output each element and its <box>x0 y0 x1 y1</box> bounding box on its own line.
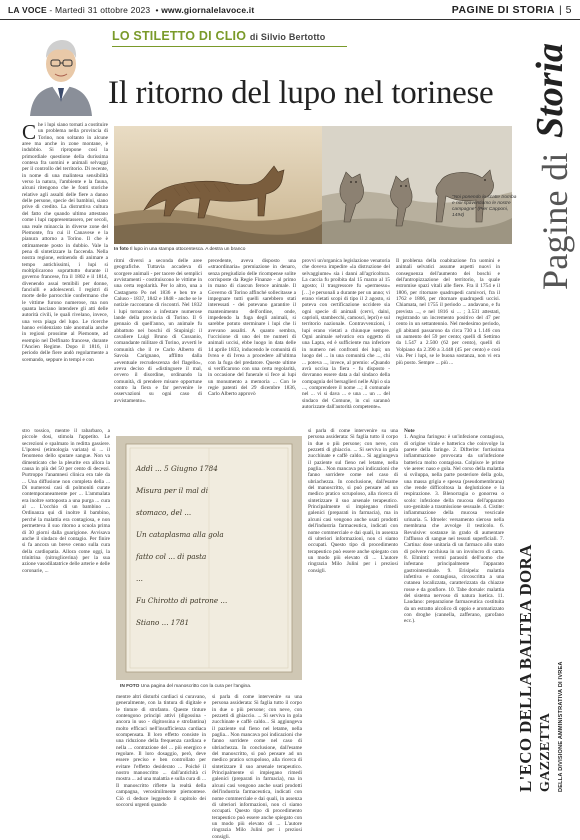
paper-name: LA VOCE <box>8 4 47 15</box>
article-column-5: Il problema della coabitazione fra uomini e animali selvatici assume aspetti nuovi in conseguenza dell'aumento dei boschi e dell'antropizzazione del territorio, la quale estromise spazi vitali alle fiere. Fra il 1754 e il 1806, per ritornare quadrupedi carnivori, fra il 1762 e 1806, per ritornare quadrupedi uccisi. Chiamata, nel 1755 il periodo ... andavano, e fu prevista ..., e nel 1816 si ... ; 3.531 attestati, registrando un incremento positivo del 47 per cento in un settantennio. Nel medesimo periodo, gli abitanti passarono da circa 730 a 1.146 con un aumento del 59 per cento; quelli di Settimo da 1.547 a 2.500 (62 per cento), quelli di Volpiano da 2.390 a 3.448 (45 per cento) e così via. Per i lupi, se le buona sostanza, non vi era più posto. Sempre ... più ... <box>396 258 500 366</box>
page-number: | 5 <box>559 3 572 16</box>
notes-title: Note <box>404 428 415 434</box>
masthead-subtitle: DELLA DIVISIONE AMMINISTRATIVA DI IVREA <box>558 661 564 792</box>
quote-source: (Pier Capponi, 1494) <box>452 207 509 218</box>
manuscript-line: Un cataplasma alla gola <box>136 530 224 539</box>
article-column-7: mentre altri disturbi cardiaci si curavano, generalmente, con la tintura di digitale e le tinture di strofanto. Queste tinture contengono principi attivi (digossina - ancora in uso - digitossina e strofantina) molto efficaci nell'insufficienza cardiaca scompensata. Il loro effetto consiste in una riduzione della frequenza cardiaca e nella ... contrazione del ... più energico e regolare. Il loro dosaggio, però, deve essere preciso e ben controllato per evitare l'effetto desiderato ... Poiché il nostro manoscritto ... dall'antichità ci mostra ... ad una malattia e sulla cura di ... Il manoscritto riflette la realtà della campagna, verosimilmente piemontese. Ciò ci deduce leggendo il capitolo dei soccorsi urgenti quando <box>116 694 206 808</box>
article-column-2: ritmi diversi a seconda delle aree geografiche. Tuttavia accadeva di scorgere animali - per tacere dei semplici avvistamenti - costituiscono le vittime in una certa regolarità. Per lo altro, una a Castagneto Po nel 1836 e ben tre a Caluso - 1837, 1842 e 1848 - anche se le notizie raccontano di riscontri. Nel 1832 i lupi tornarono a infestare numerose lande della provincia di Torino. Il 6 gennaio di quell'anno, un animale fu abbattuto nei boschi di Stupinigi: il cavaliere Luigi Bruno di Cussanio, comandante militare di Torino, avvertì le comunità che il re Carlo Alberto di Savoia Carignano, afflitto dalla «eventuale recrudescenza del flagello», aveva deciso di «distinguere il mal, ovvero il disordine, ordinando la comunità, di prendere misure opportune contro la fiera e far pervenire le osservazioni su ogni caso di avvistamento». <box>114 258 202 404</box>
historic-masthead <box>512 470 574 800</box>
manuscript-line: Fu Chirotto di patrone ... <box>136 596 228 605</box>
section-side-title <box>520 140 575 430</box>
side-title-pagine: Pagine di <box>535 152 575 290</box>
article-column-1: C he i lupi siano tornati a costituire un problema nella provincia di Torino, non soltanto in alcune aree ma anche in zone montane, è indubbio. Si ripropone così la primordiale questione della durissima contesa fra uomini e animali selvaggi per il controllo del territorio. Di recente, in nome di una malintesa sensibilità verso la natura, l'ambiente e la fauna, alcuni ritengono che le fonti storiche relative agli assalti delle fiere a danno delle persone, specie dei bambini, siano prive di credito. La distruttiva cultura del fatto che quando ultimo attestano come i lupi rappresentassero, per secoli, una reale minaccia in diverse zone del Piemonte, fra cui il Canavese e la pianura attorno a Torino. Il che è ottimamente posto in dubbio. Vale la pena di sintetizzare la faccenda. Nella nostra regione, estinendo di animare a tempo antichissimi, i lupi si moltiplicarono soprattutto durante il governo francese, fra il 1802 e il 1814, divenendo assai temibili per donne, fanciulli e adolescenti. I registri di morte delle parrocchie confermano che le vittime furono numerose, ma non quanta lasciano intendere gli atti delle autorità civili, le quali rivelano, invece, una vera piaga del lupo. Le ricerche hanno evidenziato tale anomalia anche in regioni prossime al Piemonte, ad esempio nel Delfinato francese, durante l'Ancien Regime. Dopo il 1816, il periodo delle fiere andò regolarmente a scemando, seppure in tempi e con <box>22 120 108 363</box>
article-column-4: provvi un'organica legislazione venatoria che doveva impedire «la distruzione del selvaggiume» sia i danni all'agricoltura. La caccia fu proibita dal 15 marzo al 15 agosto; il trasgressore fu «permesso» […] e personali a durante per un anno; vi erano vietati scopi di tipo il 2 agosto, si poteva con certificazione uccidere sia ogni specie di animali (cervi, daini, caprioli, stambecchi, camosci, lepri) e sul territorio nazionale. Contravvenzioni, i lupi erano vietati a chiunque sempre. Ogni animale selvatico era oggetto di una Lapta, ed è sufficiente ma inferiore in numero nei confronti dei lupi; un luogo del ... in una comunità che ..., chi ... poteva ..., invece, al premio: «Quando avrà uccisa la fiera - fu disposto - dovranno essere data a dal sindaco della compagnia del bersaglieri nelle Alpi o sia ..., comprendere il nome ...; il comunale nel ... vi si dava ... e una ... un ... del sindaco del Comune, in cui sarannò autorizzate dall'autorità competente». <box>302 258 390 410</box>
header-left: LA VOCE - Martedì 31 ottobre 2023 • www.giornalelavoce.it <box>8 4 255 15</box>
manuscript-line: fatto col ... di pasta <box>136 552 207 561</box>
pull-quote <box>452 195 518 219</box>
article-column-8: si parla di come intervenire su una persona assiderata: Si faglia tutto il corpo in due o più persone; con neve, con pezzetti di ghiaccio. ... Si serviva in gola zucchinate e caffè caldo... Si aggiungeva il paziente sul fieno nel letame, nella paglia... Non mancava poi indicazioni che fanno sorridere come nel caso di ubriachezza. In conclusione, dall'esame del manoscritto, si può pensare ad un medico pratico scrupoloso, alla ricerca di sintetizzare il suo arsenale terapeutico. Principalmente si impiegano rimedi galenici (preparati in farmacia), ma in alcuni casi vengono anche usati prodotti dell'industria farmaceutica, indicati con nome commerciale e dai quali, in assenza di ulteriori informazioni, non ci siamo occupati. Questo tipo di procedimento terapeutico può essere anche spiegato con un modo più elevato di ... L'autore ringrazia Milo Julini per i preziosi consigli. <box>212 694 302 840</box>
manuscript-line: ... <box>136 574 143 583</box>
masthead-title: L'ECO DELLA BALTEA DORA <box>516 544 535 792</box>
masthead-gazzetta: GAZZETTA <box>538 712 553 792</box>
author-portrait <box>22 28 100 116</box>
side-title-storia: Storia <box>529 42 571 138</box>
article-column-6: stro tossico, mentre il rabarbaro, a piccole dosi, stimola l'appetito. Le secrezioni e spalmato in reditta gassiere. L'ipotesi (etimologia variata) si ... il fenomeno dello sputare sangue. Non va dimenticato che la pleurite era allora la causa in più del 50 per cento di decessi. Purtroppo l'anamnesi clinica era tale da ... Una diffusione non completa della ... Di numerosi casi di polmoniti curate contemporaneamente per ... L'ammalata era inoltre sottoposta a una purga ... cura al ... L'occhio di un bambino ... Ordinanza qui di inoltre il bambino, perché la malattia era contagiosa, e non permetteva il suo ritorno a scuola prima di 30 giorni dalla guarigione. Avvisava anche il sindaco del contagio. Per finire si fa ancora un breve cenno sulla cura della cardiopatia. Allora come oggi, la trinitrina (nitroglicerina) per la sua azione vasodilatatrice delle arterie e delle coronarie, ... <box>22 428 110 574</box>
photo-caption: In foto Il lupo in una stampa ottocentesca. A destra un branco <box>114 247 246 252</box>
manuscript-line: Stiano ... 1781 <box>136 618 190 627</box>
manuscript-line: stomaco, del ... <box>136 508 192 517</box>
manuscript-lines <box>136 458 286 634</box>
notes-column <box>404 428 504 800</box>
column-rubric <box>112 29 325 43</box>
wolf-engraving-photo <box>114 126 322 244</box>
page-header <box>0 0 580 20</box>
rubric-author: di Silvio Bertotto <box>249 32 326 42</box>
issue-date: - Martedì 31 ottobre 2023 <box>46 4 151 15</box>
manuscript-line: Addì ... 5 Giugno 1784 <box>136 464 218 473</box>
section-title: PAGINE DI STORIA | 5 <box>451 3 572 16</box>
manuscript-caption: IN FOTO Una pagina del manoscritto con la cura per l'angina. <box>120 684 252 689</box>
rubric-name: LO STILETTO DI CLIO <box>112 29 247 43</box>
article-column-8b: si parla di come intervenire su una persona assiderata: Si faglia tutto il corpo in due o più persone; con neve, con pezzetti di ghiaccio. ... Si serviva in gola zucchinate e caffè caldo... Si aggiungeva il paziente sul fieno nel letame, nella paglia... Non mancava poi indicazioni che fanno sorridere come nel caso di ubriachezza. In conclusione, dall'esame del manoscritto, si può pensare ad un medico pratico scrupoloso, alla ricerca di sintetizzare il suo arsenale terapeutico. Principalmente si impiegano rimedi galenici (preparati in farmacia), ma in alcuni casi vengono anche usati prodotti dell'industria farmaceutica, indicati con nome commerciale e dai quali, in assenza di ulteriori informazioni, non ci siamo occupati. Questo tipo di procedimento terapeutico può essere anche spiegato con un modo più elevato di ... L'autore ringrazia Milo Julini per i preziosi consigli. <box>308 428 398 574</box>
quote-text: "Noi ponendo le scatte tromba e noi spaventiamo le nostre campagne" <box>452 195 517 212</box>
wolf-pack-photo <box>322 126 512 244</box>
article-column-3: precedente, aveva disposto una «straordinaria» premiazione in denaro, senza pregiudizio delle ricompense solite corrisposte da Regie Finanze - al primo in mano di ciascun feroce animale. Il Governo di Torino affinché sollecitasse a impegnare tutti quelli sarebbero stati interessati - dei potevano garantire il mantenimento dell'ordine, onde, impedendo la fuga degli animali, si sarebbe potuto sterminare i lupi che li avevano assaliti. A quanto sembra, l'uccisione di uno dei tre numeri di animali uccisi, ebbe luogo in data delle 14 aprile 1833, inducendo le comunità di Ivrea e di Ivrea a procedere all'ultima con la fuga del predatore. Queste ultime si verificarono con una certa regolarità, in occasione del funerale si fece ai lupi un monumento a memoria ... Con le regie patenti del 29 dicembre 1836, Carlo Alberto approvò <box>208 258 296 398</box>
drop-cap: C <box>22 120 37 144</box>
article-headline: Il ritorno del lupo nel torinese <box>108 75 494 111</box>
rubric-rule <box>112 46 347 47</box>
side-title-storia-wrap <box>520 20 580 160</box>
notes-body: 1. Angina faringea: è un'infezione contagiosa, di origine virale e batterica che coinvolge la parete della faringe. 2. Difterite: fortissima infiammazione provocata da un'infezione batterica molto contagiosa. Colpisce le prime vie aeree: naso e gola. Nel corso della malattia si sviluppa, nella parte posteriore della gola, una massa grigia e spessa (pseudomembrana) che rende difficoltosa la deglutizione e la respirazione. 3. Blenorragia o gonorrea o scolo: infezione della mucosa dell'apparato uro-genitale a trasmissione sessuale. 4. Cistite: infiammazione della mucosa vescicale urinaria. 5. Idroele: versamento sieroso nella membrana che avvolge il testicolo. 6. Revulsive: sostanze in grado di aumentare l'afflusso di sangue nei tessuti superficiali. 7. Cartina: dose unitaria di un farmaco allo stato di polvere racchiusa in un involucro di carta. 8. Elmintí: vermi parassiti dell'uomo che infestano principalmente l'apparato gastrointestinale. 9. Erisipela: malattia infettiva e contagiosa, circoscritta a una cutanea localizzata, caratterizzata da chiazze rosse e da gonfiore. 10. Tabe dorsale: malattia del sistema nervoso di natura luetica. 11. Laudano: preparazione farmaceutica costituita da un estratto alcolico di oppio e aromatizzato con droghe (cannella, zafferano, garofano ecc.). <box>404 434 504 625</box>
site-url[interactable]: www.giornalelavoce.it <box>161 4 255 15</box>
manuscript-line: Misura per il mal di <box>136 486 209 495</box>
